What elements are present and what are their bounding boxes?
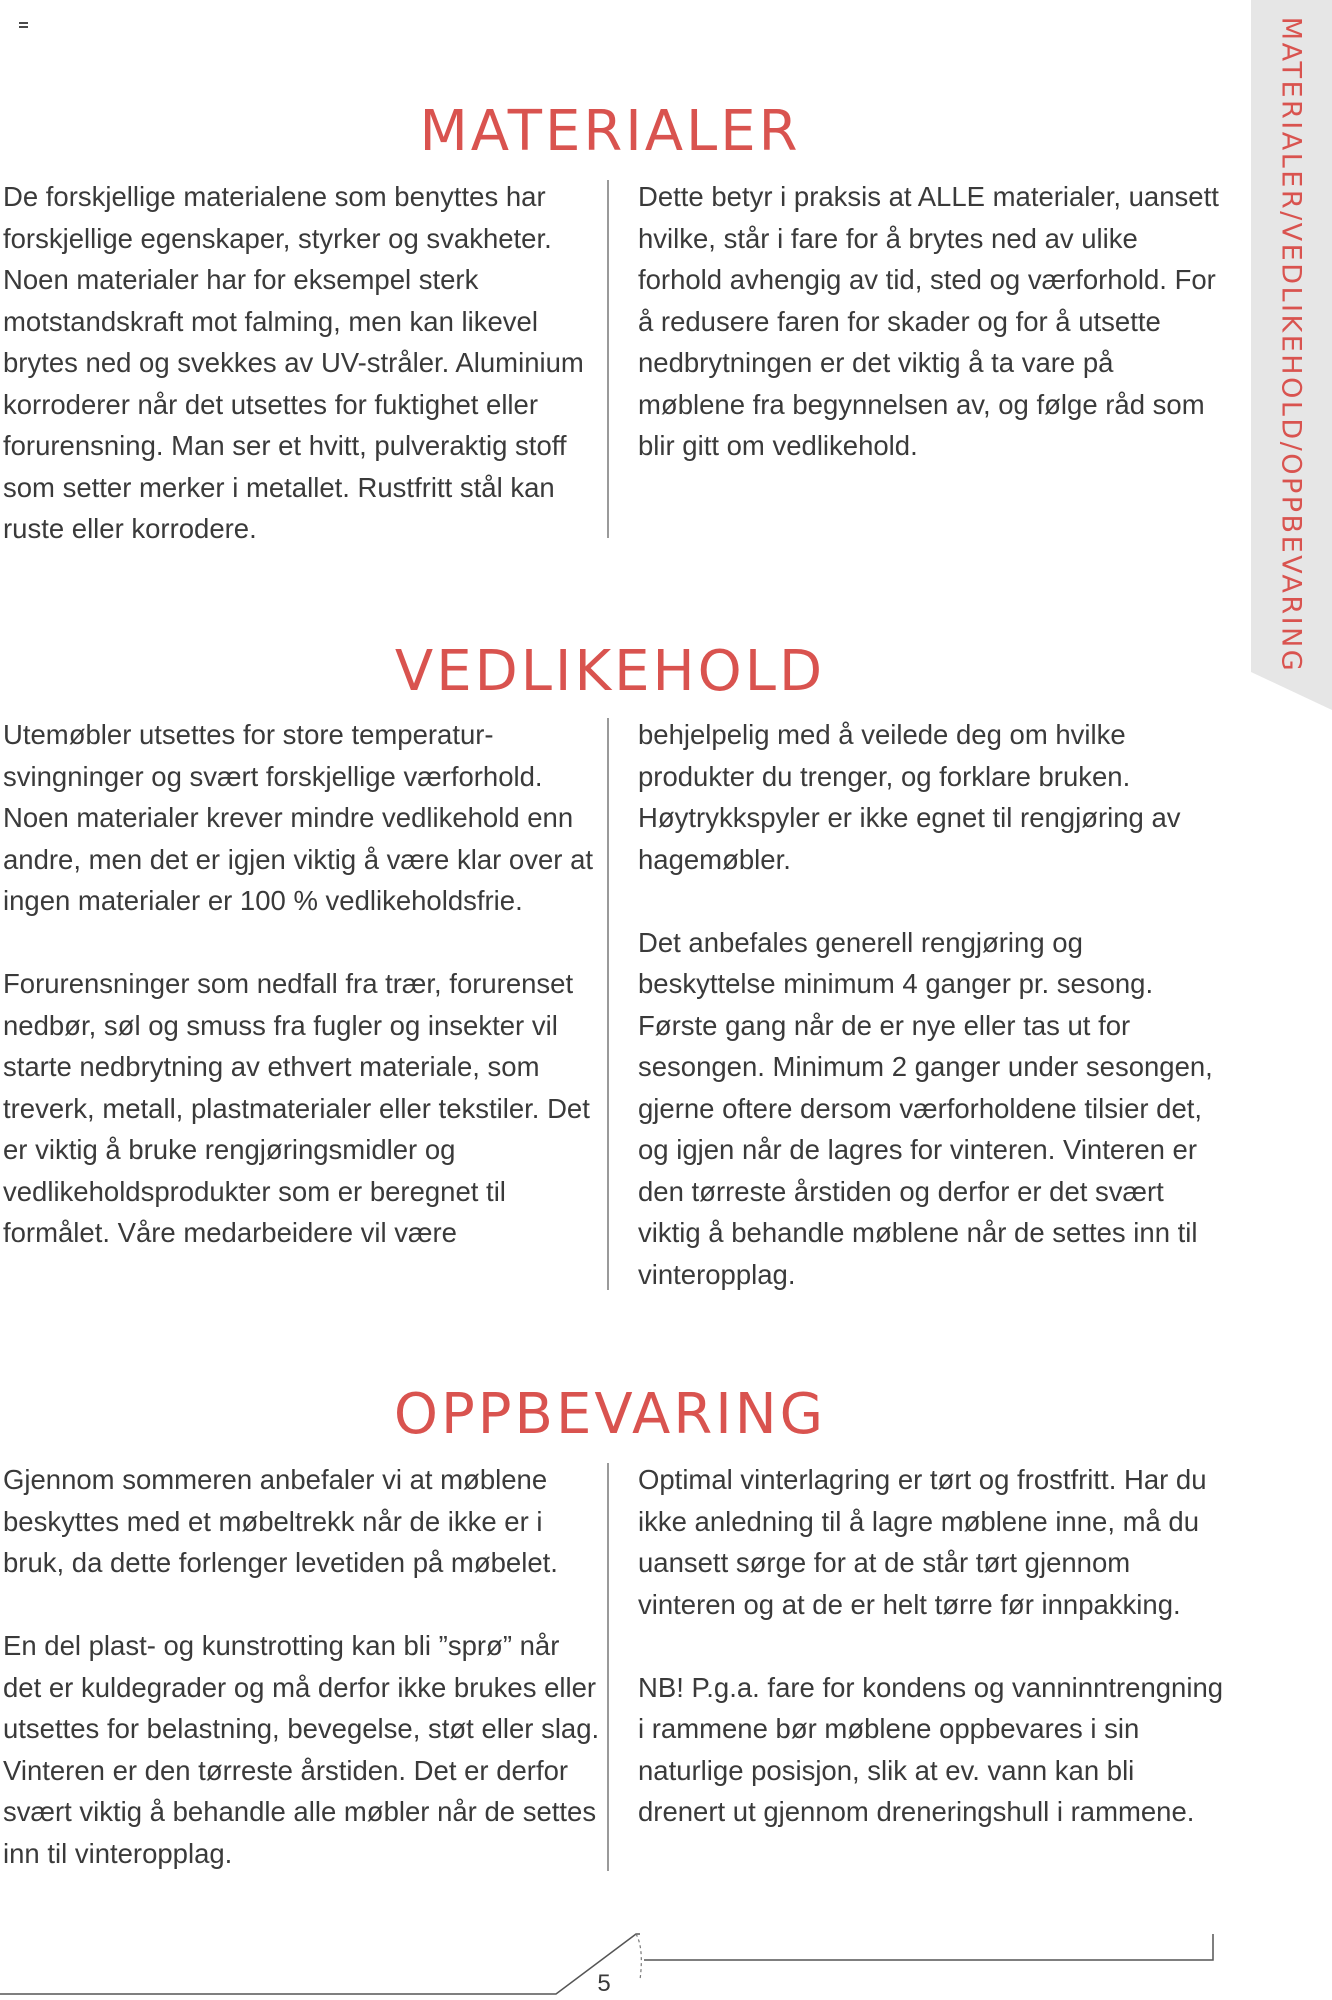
paragraph: Optimal vinterlagring er tørt og frostfritt. Har du ikke anledning til å lagre møblene inne, må du uansett sørge for at de står tørt gjennom vinteren og at de er helt tørre før innpakking.	[638, 1464, 1207, 1620]
paragraph: Utemøbler utsettes for store temperatur-svingninger og svært forskjellige værforhold. Noen materialer krever mindre vedlikehold enn andre, men det er igjen viktig å være klar over at ingen materialer er 100 % vedlikeholdsfrie.	[3, 719, 594, 916]
oppbevaring-right-column	[638, 1459, 1228, 1833]
oppbevaring-left-column	[3, 1459, 603, 1874]
side-tab-label: MATERIALER/VEDLIKEHOLD/OPPBEVARING	[1275, 16, 1307, 674]
column-divider	[607, 180, 609, 538]
page-number: 5	[597, 1970, 611, 1997]
column-divider	[607, 718, 609, 1290]
materialer-right-column	[638, 176, 1228, 467]
paragraph: Det anbefales generell rengjøring og beskyttelse minimum 4 ganger pr. sesong. Første gang når de er nye eller tas ut for sesongen. Minimum 2 ganger under sesongen, gjerne oftere dersom værforholdene tilsier det, og igjen når de lagres for vinteren. Vinteren er den tørreste årstiden og derfor er det svært viktig å behandle møblene når de settes inn til vinteropplag.	[638, 926, 1213, 1290]
vedlikehold-right-column	[638, 714, 1228, 1295]
heading-vedlikehold: VEDLIKEHOLD	[394, 639, 826, 704]
paragraph: En del plast- og kunstrotting kan bli ”sprø” når det er kuldegrader og må derfor ikke brukes eller utsettes for belastning, bevegelse, støt eller slag. Vinteren er den tørreste årstiden. Det er derfor svært viktig å behandle alle møbler når de settes inn til vinteropplag.	[3, 1630, 600, 1869]
paragraph: De forskjellige materialene som benyttes har forskjellige egenskaper, styrker og svakheter. Noen materialer har for eksempel sterk motstandskraft mot falming, men kan likevel brytes ned og svekkes av UV-stråler. Aluminium korroderer når det utsettes for fuktighet eller forurensning. Man ser et hvitt, pulveraktig stoff som setter merker i metallet. Rustfritt stål kan ruste eller korrodere.	[3, 181, 584, 544]
materialer-left-column	[3, 176, 603, 550]
paragraph: Dette betyr i praksis at ALLE materialer, uansett hvilke, står i fare for å brytes ned av ulike forhold avhengig av tid, sted og værforhold. For å redusere faren for skader og for å utsette nedbrytningen er det viktig å ta vare på møblene fra begynnelsen av, og følge råd som blir gitt om vedlikehold.	[638, 181, 1219, 461]
column-divider	[607, 1463, 609, 1871]
vedlikehold-left-column	[3, 714, 603, 1254]
paragraph: Forurensninger som nedfall fra trær, forurenset nedbør, søl og smuss fra fugler og insekter vil starte nedbrytning av ethvert materiale, som treverk, metall, plastmaterialer eller tekstiler. Det er viktig å bruke rengjøringsmidler og vedlikeholdsprodukter som er beregnet til formålet. Våre medarbeidere vil være	[3, 968, 590, 1248]
heading-oppbevaring: OPPBEVARING	[393, 1382, 827, 1447]
paragraph: behjelpelig med å veilede deg om hvilke produkter du trenger, og forklare bruken. Høytrykkspyler er ikke egnet til rengjøring av hagemøbler.	[638, 719, 1181, 875]
footer-page-tab-outline	[0, 1920, 1332, 2000]
paragraph: Gjennom sommeren anbefaler vi at møblene beskyttes med et møbeltrekk når de ikke er i bruk, da dette forlenger levetiden på møbelet.	[3, 1464, 558, 1578]
paragraph: NB! P.g.a. fare for kondens og vanninntrengning i rammene bør møblene oppbevares i sin naturlige posisjon, slik at ev. vann kan bli drenert ut gjennom dreneringshull i rammene.	[638, 1671, 1224, 1827]
menu-icon	[19, 22, 28, 28]
heading-materialer: MATERIALER	[419, 99, 801, 164]
